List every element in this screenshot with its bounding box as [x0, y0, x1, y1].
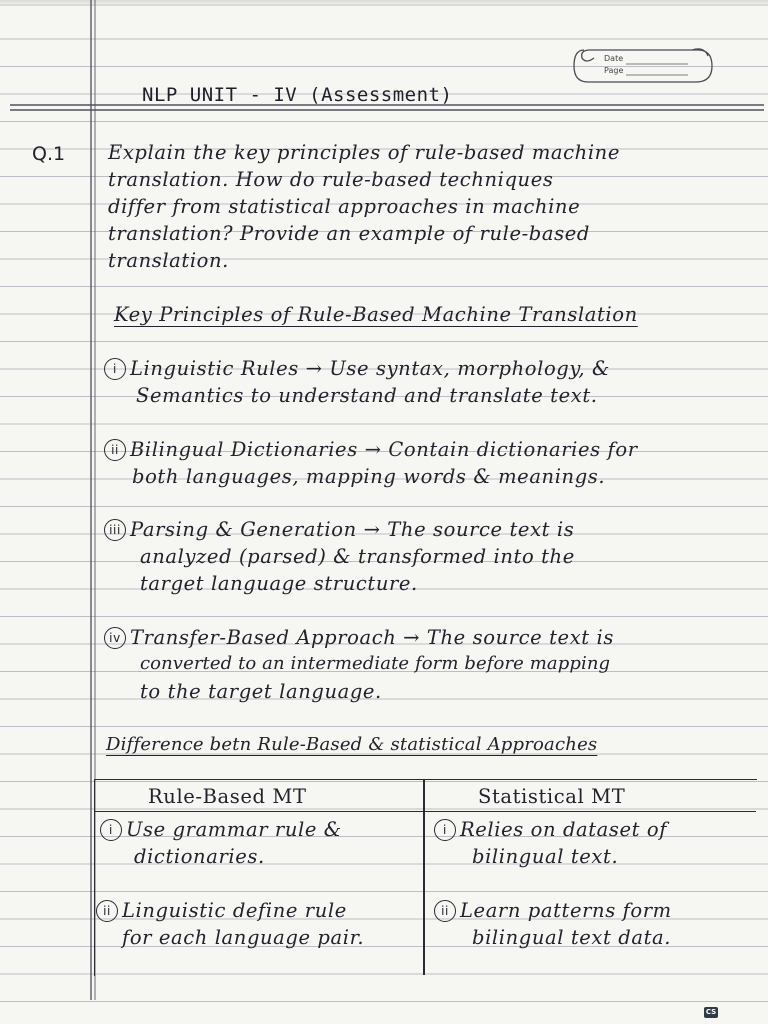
date-stamp-outline [570, 42, 718, 90]
header-rule-bottom [10, 109, 764, 111]
table-cell-left [96, 899, 347, 922]
page-label: Page [604, 66, 624, 75]
item-marker: i [434, 819, 456, 841]
principle-item [104, 626, 614, 649]
question-line: translation? Provide an example of rule-based [108, 222, 590, 245]
item-marker: iv [104, 627, 126, 649]
margin-line [90, 0, 92, 1000]
principle-item [104, 518, 574, 541]
cell-text: Learn patterns form [460, 899, 672, 922]
question-line: translation. How do rule-based techniques [108, 168, 554, 191]
table-header-statistical: Statistical MT [478, 785, 626, 808]
cell-text: dictionaries. [134, 845, 265, 868]
item-marker: i [100, 819, 122, 841]
cell-text: Linguistic define rule [122, 899, 347, 922]
item-marker: iii [104, 519, 126, 541]
cell-text: bilingual text data. [472, 926, 672, 949]
table-cell-left [100, 818, 342, 841]
table-cell-right [434, 818, 667, 841]
principle-text: both languages, mapping words & meanings. [132, 465, 606, 488]
page-top-edge [0, 0, 768, 6]
principle-item [104, 438, 638, 461]
difference-heading: Difference betn Rule-Based & statistical Approaches [106, 734, 598, 755]
principle-text: target language structure. [140, 572, 418, 595]
table-column-divider [423, 779, 425, 975]
question-number: Q.1 [32, 143, 66, 165]
question-line: differ from statistical approaches in machine [108, 195, 581, 218]
principle-text: converted to an intermediate form before mapping [140, 653, 611, 674]
principle-text: analyzed (parsed) & transformed into the [140, 545, 575, 568]
page-title: NLP UNIT - IV (Assessment) [142, 84, 453, 106]
cell-text: Use grammar rule & [126, 818, 342, 841]
principle-text: Semantics to understand and translate text. [136, 384, 598, 407]
cell-text: Relies on dataset of [460, 818, 668, 841]
item-marker: i [104, 358, 126, 380]
item-marker: ii [434, 900, 456, 922]
principles-heading: Key Principles of Rule-Based Machine Translation [114, 303, 638, 326]
table-cell-right [434, 899, 672, 922]
principle-text: to the target language. [140, 680, 382, 703]
principle-text: Transfer-Based Approach → The source text is [130, 626, 614, 649]
table-header-rule [94, 811, 756, 812]
item-marker: ii [96, 900, 118, 922]
principle-text: Linguistic Rules → Use syntax, morphology, & [130, 357, 610, 380]
date-label: Date [604, 54, 624, 63]
question-line: Explain the key principles of rule-based machine [108, 141, 620, 164]
principle-text: Bilingual Dictionaries → Contain dictionaries for [130, 438, 638, 461]
cell-text: bilingual text. [472, 845, 619, 868]
principle-text: Parsing & Generation → The source text is [130, 518, 575, 541]
table-header-rule-based: Rule-Based MT [148, 785, 307, 808]
scanner-logo-icon: CS [705, 1008, 717, 1016]
principle-item [104, 357, 610, 380]
date-page-stamp [570, 42, 718, 90]
cell-text: for each language pair. [122, 926, 365, 949]
question-line: translation. [108, 249, 229, 272]
item-marker: ii [104, 439, 126, 461]
